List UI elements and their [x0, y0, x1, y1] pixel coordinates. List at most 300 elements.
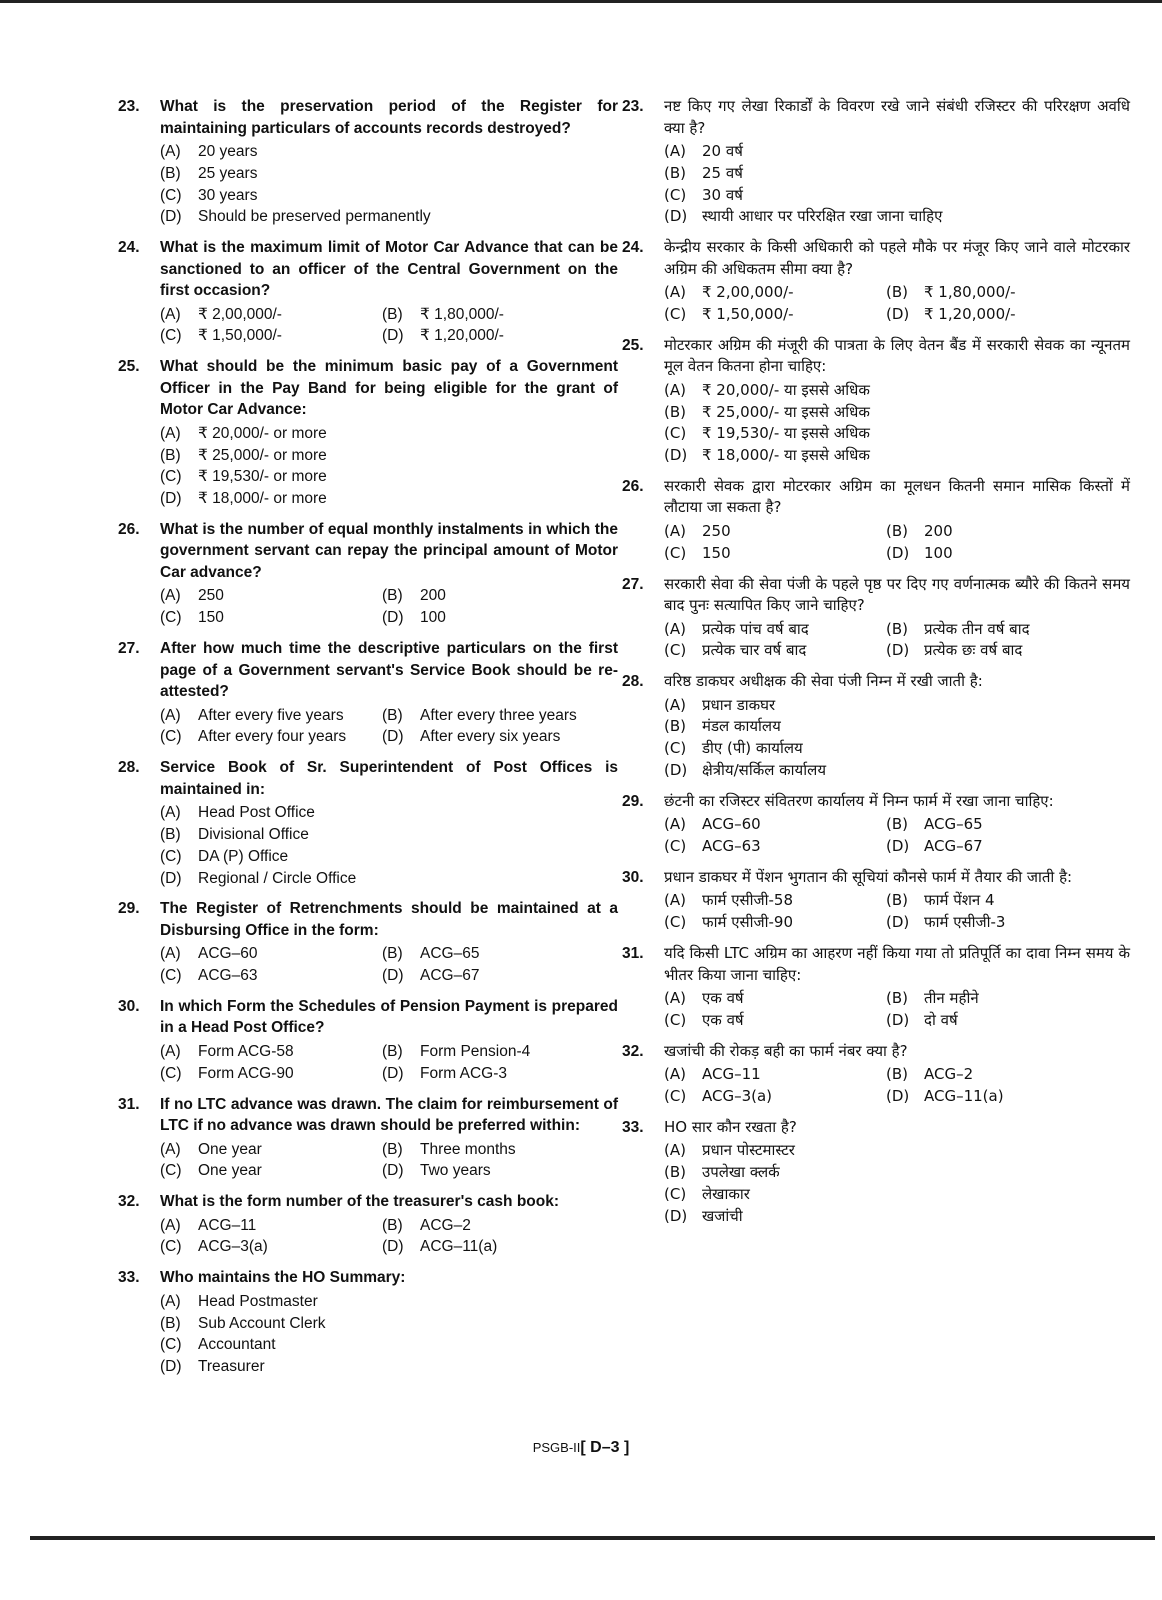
option-label: (B) [664, 163, 686, 182]
option-label: (D) [382, 728, 404, 746]
option-text: ACG–11 [198, 1216, 257, 1234]
option-text: डीए (पी) कार्यालय [702, 739, 803, 758]
option-d [664, 206, 1130, 228]
option-b [382, 585, 618, 607]
question-number: 24. [622, 239, 644, 257]
question-text: What is the form number of the treasurer's cash book: [160, 1193, 560, 1211]
option-c [664, 185, 1130, 207]
option-label: (D) [382, 1064, 404, 1082]
option-b [382, 943, 618, 965]
question-number: 25. [118, 358, 140, 376]
hi-question-24 [622, 237, 1130, 326]
en-question-26 [118, 519, 618, 629]
option-text: ₹ 19,530/- या इससे अधिक [702, 424, 870, 443]
option-b [160, 824, 618, 846]
option-b [886, 988, 1130, 1010]
option-text: 25 वर्ष [702, 163, 743, 182]
option-label: (B) [664, 402, 686, 421]
option-c [664, 304, 886, 326]
question-number: 26. [622, 477, 644, 495]
option-text: After every five years [198, 706, 344, 724]
option-b [886, 282, 1130, 304]
hi-question-31 [622, 943, 1130, 1032]
option-label: (C) [664, 543, 687, 562]
option-text: After every three years [420, 706, 577, 724]
option-a [160, 304, 382, 326]
question-number: 27. [622, 575, 644, 593]
hindi-column [622, 96, 1130, 1236]
option-text: 100 [420, 609, 446, 627]
option-label: (D) [382, 1238, 404, 1256]
option-c [664, 1184, 1130, 1206]
option-b [160, 445, 618, 467]
option-text: 150 [702, 543, 731, 562]
option-d [382, 1063, 618, 1085]
question-text: नष्ट किए गए लेखा रिकार्डों के विवरण रखे जाने संबंधी रजिस्टर की परिरक्षण अवधि क्या है? [664, 97, 1130, 137]
option-text: 200 [924, 521, 953, 540]
option-a [160, 1139, 382, 1161]
option-text: ACG–11(a) [420, 1238, 498, 1256]
option-label: (D) [160, 869, 182, 887]
option-label: (C) [664, 1184, 687, 1203]
question-number: 31. [622, 945, 644, 963]
question-number: 28. [118, 759, 140, 777]
option-text: After every four years [198, 728, 347, 746]
option-text: प्रधान पोस्टमास्टर [702, 1141, 795, 1160]
question-text: Who maintains the HO Summary: [160, 1269, 406, 1287]
option-b [382, 1139, 618, 1161]
option-d [160, 1356, 618, 1378]
option-c [160, 965, 382, 987]
question-number: 32. [118, 1193, 140, 1211]
option-text: ₹ 25,000/- या इससे अधिक [702, 402, 870, 421]
option-a [664, 282, 886, 304]
option-label: (D) [160, 490, 182, 508]
option-text: ₹ 1,20,000/- [924, 304, 1016, 323]
option-label: (C) [160, 327, 182, 345]
option-c [664, 738, 1130, 760]
question-text: मोटरकार अग्रिम की मंजूरी की पात्रता के लिए वेतन बैंड में सरकारी सेवक का न्यूनतम मूल वेतन कितना होना चाहिए: [664, 335, 1130, 376]
option-label: (C) [160, 1238, 182, 1256]
option-label: (A) [664, 815, 686, 834]
option-text: क्षेत्रीय/सर्किल कार्यालय [702, 761, 827, 780]
option-label: (D) [664, 761, 688, 780]
option-b [382, 1041, 618, 1063]
option-d [886, 836, 1130, 858]
option-c [160, 846, 618, 868]
option-label: (A) [664, 989, 686, 1008]
option-text: लेखाकार [702, 1184, 750, 1203]
option-a [664, 141, 1130, 163]
question-number: 30. [622, 868, 644, 886]
option-a [160, 141, 618, 163]
options-list [160, 1139, 618, 1183]
option-a [664, 521, 886, 543]
option-text: ACG–2 [420, 1216, 471, 1234]
question-text: प्रधान डाकघर में पेंशन भुगतान की सूचियां कौनसे फार्म में तैयार की जाती है: [664, 867, 1073, 886]
option-label: (B) [664, 717, 686, 736]
question-number: 26. [118, 520, 140, 538]
option-label: (A) [160, 1292, 181, 1310]
option-text: 100 [924, 543, 953, 562]
option-text: ACG–67 [924, 837, 983, 856]
option-text: Regional / Circle Office [198, 869, 357, 887]
option-label: (C) [160, 728, 182, 746]
option-d [664, 1206, 1130, 1228]
option-a [160, 423, 618, 445]
option-d [160, 868, 618, 890]
option-label: (B) [382, 1042, 403, 1060]
options-list [664, 1140, 1130, 1227]
option-label: (D) [886, 1086, 910, 1105]
en-question-25 [118, 356, 618, 510]
option-c [160, 1236, 382, 1258]
option-d [886, 1086, 1130, 1108]
option-label: (C) [160, 1064, 182, 1082]
question-text: सरकारी सेवक द्वारा मोटरकार अग्रिम का मूलधन कितनी समान मासिक किस्तों में लौटाया जा सकता है? [664, 476, 1130, 517]
option-text: ₹ 2,00,000/- [702, 283, 794, 302]
option-b [664, 402, 1130, 424]
option-d [886, 640, 1130, 662]
option-label: (D) [664, 207, 688, 226]
option-c [160, 726, 382, 748]
option-text: ₹ 18,000/- या इससे अधिक [702, 446, 870, 465]
option-label: (B) [382, 706, 403, 724]
option-label: (D) [664, 446, 688, 465]
option-text: Three months [420, 1140, 516, 1158]
question-text: HO सार कौन रखता है? [664, 1117, 797, 1136]
option-d [886, 304, 1130, 326]
option-text: ACG–11 [702, 1065, 761, 1084]
option-label: (A) [664, 891, 686, 910]
option-d [382, 1160, 618, 1182]
option-label: (C) [160, 186, 182, 204]
option-text: ₹ 25,000/- or more [198, 446, 327, 464]
option-label: (B) [664, 1163, 686, 1182]
question-text: सरकारी सेवा की सेवा पंजी के पहले पृष्ठ पर दिए गए वर्णनात्मक ब्यौरे की कितने समय बाद पुनः सत्यापित किए जाने चाहिए? [664, 574, 1130, 615]
option-text: Head Post Office [198, 804, 315, 822]
option-label: (A) [160, 1140, 181, 1158]
option-text: One year [198, 1140, 262, 1158]
footer-code: PSGB-II [532, 1440, 581, 1455]
question-text: If no LTC advance was drawn. The claim for reimbursement of LTC if no advance was drawn should be preferred within: [160, 1095, 618, 1135]
option-b [886, 1064, 1130, 1086]
option-c [160, 1334, 618, 1356]
option-label: (B) [886, 619, 908, 638]
option-text: ₹ 1,80,000/- [420, 305, 504, 323]
option-label: (B) [886, 521, 908, 540]
option-label: (A) [664, 619, 686, 638]
option-text: ₹ 20,000/- or more [198, 424, 327, 442]
option-a [160, 943, 382, 965]
option-text: उपलेखा क्लर्क [702, 1163, 780, 1182]
option-label: (A) [664, 1065, 686, 1084]
option-label: (D) [886, 543, 910, 562]
option-label: (D) [886, 913, 910, 932]
option-label: (A) [160, 424, 181, 442]
options-list [160, 705, 618, 749]
option-c [664, 423, 1130, 445]
options-list [664, 890, 1130, 934]
option-text: Head Postmaster [198, 1292, 318, 1310]
option-label: (A) [664, 521, 686, 540]
hi-question-28 [622, 671, 1130, 782]
option-label: (D) [886, 837, 910, 856]
option-label: (C) [664, 837, 687, 856]
option-text: ₹ 1,50,000/- [198, 327, 282, 345]
option-c [160, 1063, 382, 1085]
option-text: फार्म पेंशन 4 [924, 891, 995, 910]
option-text: ₹ 2,00,000/- [198, 305, 282, 323]
question-text: केन्द्रीय सरकार के किसी अधिकारी को पहले मौके पर मंजूर किए जाने वाले मोटरकार अग्रिम की अधिकतम सीमा क्या है? [664, 238, 1130, 278]
option-text: ACG–2 [924, 1065, 974, 1084]
option-text: 20 years [198, 143, 258, 160]
options-list [664, 814, 1130, 858]
hi-question-23 [622, 96, 1130, 228]
option-label: (C) [160, 468, 182, 486]
option-text: ACG–60 [198, 945, 258, 963]
options-list [160, 141, 618, 228]
question-text: In which Form the Schedules of Pension Payment is prepared in a Head Post Office? [160, 997, 618, 1037]
option-a [160, 1291, 618, 1313]
en-question-23 [118, 96, 618, 228]
option-b [886, 890, 1130, 912]
option-text: खजांची [702, 1206, 743, 1225]
option-d [886, 1010, 1130, 1032]
option-d [382, 965, 618, 987]
option-text: प्रत्येक तीन वर्ष बाद [924, 619, 1030, 638]
options-list [160, 802, 618, 889]
option-b [886, 521, 1130, 543]
en-question-31 [118, 1094, 618, 1183]
option-d [382, 607, 618, 629]
option-label: (A) [160, 804, 181, 822]
option-label: (B) [886, 891, 908, 910]
question-text: The Register of Retrenchments should be maintained at a Disbursing Office in the form: [160, 900, 618, 939]
question-text: छंटनी का रजिस्टर संवितरण कार्यालय में निम्न फार्म में रखा जाना चाहिए: [664, 791, 1054, 810]
option-label: (B) [382, 945, 403, 963]
option-text: स्थायी आधार पर परिरक्षित रखा जाना चाहिए [702, 207, 943, 226]
option-c [160, 1160, 382, 1182]
question-number: 31. [118, 1095, 140, 1113]
option-label: (A) [664, 695, 686, 714]
option-text: 30 वर्ष [702, 185, 743, 204]
option-text: 250 [702, 521, 731, 540]
option-label: (A) [160, 1216, 181, 1234]
option-label: (B) [886, 1065, 908, 1084]
en-question-27 [118, 638, 618, 748]
question-number: 25. [622, 336, 644, 354]
option-b [382, 1215, 618, 1237]
option-label: (D) [382, 967, 404, 985]
option-text: DA (P) Office [198, 847, 289, 865]
question-number: 33. [118, 1269, 140, 1287]
option-text: प्रत्येक पांच वर्ष बाद [702, 619, 809, 638]
option-d [886, 543, 1130, 565]
option-label: (D) [886, 1010, 910, 1029]
option-label: (A) [160, 587, 181, 605]
option-text: Form ACG-3 [420, 1064, 507, 1082]
option-text: One year [198, 1162, 262, 1180]
option-text: ₹ 1,80,000/- [924, 283, 1016, 302]
option-a [664, 1064, 886, 1086]
question-number: 27. [118, 640, 140, 658]
question-text: After how much time the descriptive particulars on the first page of a Government servant's Service Book should be re-attested? [160, 640, 618, 701]
option-label: (D) [160, 208, 182, 226]
question-text: What should be the minimum basic pay of a Government Officer in the Pay Band for being eligible for the grant of Motor Car Advance: [160, 358, 618, 419]
option-label: (C) [664, 739, 687, 758]
option-label: (D) [886, 641, 910, 660]
option-a [664, 619, 886, 641]
option-b [664, 716, 1130, 738]
hi-question-30 [622, 867, 1130, 934]
option-label: (C) [160, 847, 182, 865]
option-text: प्रत्येक चार वर्ष बाद [702, 641, 807, 660]
option-text: Form ACG-58 [198, 1042, 294, 1060]
option-label: (C) [664, 1086, 687, 1105]
option-a [664, 890, 886, 912]
option-text: ACG–67 [420, 967, 480, 985]
option-label: (B) [382, 587, 403, 605]
option-label: (B) [160, 446, 181, 464]
question-number: 32. [622, 1042, 644, 1060]
option-b [664, 1162, 1130, 1184]
option-text: ACG–11(a) [924, 1086, 1004, 1105]
option-label: (B) [382, 1140, 403, 1158]
options-list [160, 1041, 618, 1085]
option-label: (C) [160, 1162, 182, 1180]
option-text: 25 years [198, 164, 258, 182]
option-text: 250 [198, 587, 224, 605]
en-question-24 [118, 237, 618, 347]
option-a [160, 1041, 382, 1063]
hi-question-25 [622, 335, 1130, 467]
option-a [160, 802, 618, 824]
en-question-32 [118, 1191, 618, 1258]
question-number: 23. [118, 98, 140, 115]
page-footer [0, 1439, 1162, 1457]
option-text: ₹ 1,50,000/- [702, 304, 794, 323]
option-d [886, 912, 1130, 934]
option-text: ₹ 20,000/- या इससे अधिक [702, 380, 870, 399]
options-list [160, 1215, 618, 1259]
en-question-29 [118, 898, 618, 987]
option-label: (A) [664, 142, 686, 160]
option-text: ACG–3(a) [702, 1086, 773, 1105]
option-label: (B) [886, 989, 908, 1008]
option-label: (A) [160, 143, 181, 160]
option-text: ACG–3(a) [198, 1238, 268, 1256]
option-d [160, 488, 618, 510]
question-number: 29. [118, 900, 140, 918]
option-text: 30 years [198, 186, 258, 204]
en-question-28 [118, 757, 618, 889]
option-text: दो वर्ष [924, 1010, 958, 1029]
option-a [664, 988, 886, 1010]
option-label: (D) [382, 609, 404, 627]
option-d [382, 1236, 618, 1258]
option-text: Two years [420, 1162, 491, 1180]
options-list [664, 988, 1130, 1032]
option-label: (B) [886, 815, 908, 834]
top-rule [0, 0, 1162, 3]
question-number: 23. [622, 98, 644, 115]
question-number: 24. [118, 239, 140, 257]
option-text: ACG–65 [420, 945, 480, 963]
option-a [664, 695, 1130, 717]
options-list [160, 423, 618, 510]
option-b [160, 163, 618, 185]
option-text: 200 [420, 587, 446, 605]
option-label: (C) [664, 185, 687, 204]
question-text: वरिष्ठ डाकघर अधीक्षक की सेवा पंजी निम्न में रखी जाती है: [664, 672, 983, 691]
option-a [664, 1140, 1130, 1162]
option-c [664, 640, 886, 662]
option-label: (A) [664, 283, 686, 302]
option-d [664, 445, 1130, 467]
hi-question-32 [622, 1041, 1130, 1108]
option-a [664, 380, 1130, 402]
option-d [664, 760, 1130, 782]
option-text: Divisional Office [198, 825, 309, 843]
option-d [160, 206, 618, 228]
option-c [664, 1086, 886, 1108]
question-text: Service Book of Sr. Superintendent of Post Offices is maintained in: [160, 759, 618, 798]
hi-question-27 [622, 574, 1130, 663]
question-number: 33. [622, 1118, 644, 1136]
bottom-rule [30, 1536, 1155, 1540]
question-number: 29. [622, 792, 644, 810]
option-label: (B) [382, 1216, 403, 1234]
options-list [664, 619, 1130, 663]
option-label: (C) [160, 609, 182, 627]
option-text: Accountant [198, 1336, 276, 1354]
options-list [664, 141, 1130, 228]
option-text: फार्म एसीजी-58 [702, 891, 794, 910]
option-c [664, 836, 886, 858]
option-text: After every six years [420, 728, 561, 746]
footer-page-number: [ D–3 ] [580, 1439, 630, 1456]
option-label: (A) [664, 380, 686, 399]
option-label: (D) [382, 1162, 404, 1180]
hi-question-33 [622, 1117, 1130, 1228]
question-text: What is the maximum limit of Motor Car Advance that can be sanctioned to an officer of the Central Government on the first occasion? [160, 239, 618, 300]
option-text: तीन महीने [924, 989, 979, 1008]
option-label: (C) [664, 304, 687, 323]
option-text: प्रत्येक छः वर्ष बाद [924, 641, 1023, 660]
option-text: Form Pension-4 [420, 1042, 531, 1060]
option-b [886, 619, 1130, 641]
option-label: (A) [160, 706, 181, 724]
option-label: (C) [160, 967, 182, 985]
option-text: ACG–60 [702, 815, 761, 834]
option-label: (C) [664, 913, 687, 932]
en-question-30 [118, 996, 618, 1085]
option-label: (C) [664, 1010, 687, 1029]
option-d [382, 726, 618, 748]
options-list [664, 695, 1130, 782]
option-text: एक वर्ष [702, 1010, 744, 1029]
option-label: (B) [382, 305, 403, 323]
option-text: ₹ 1,20,000/- [420, 327, 504, 345]
option-text: 20 वर्ष [702, 142, 743, 160]
option-text: ACG–63 [198, 967, 258, 985]
option-text: ACG–63 [702, 837, 761, 856]
option-label: (D) [664, 1206, 688, 1225]
option-text: फार्म एसीजी-90 [702, 913, 794, 932]
option-a [160, 585, 382, 607]
option-c [664, 912, 886, 934]
